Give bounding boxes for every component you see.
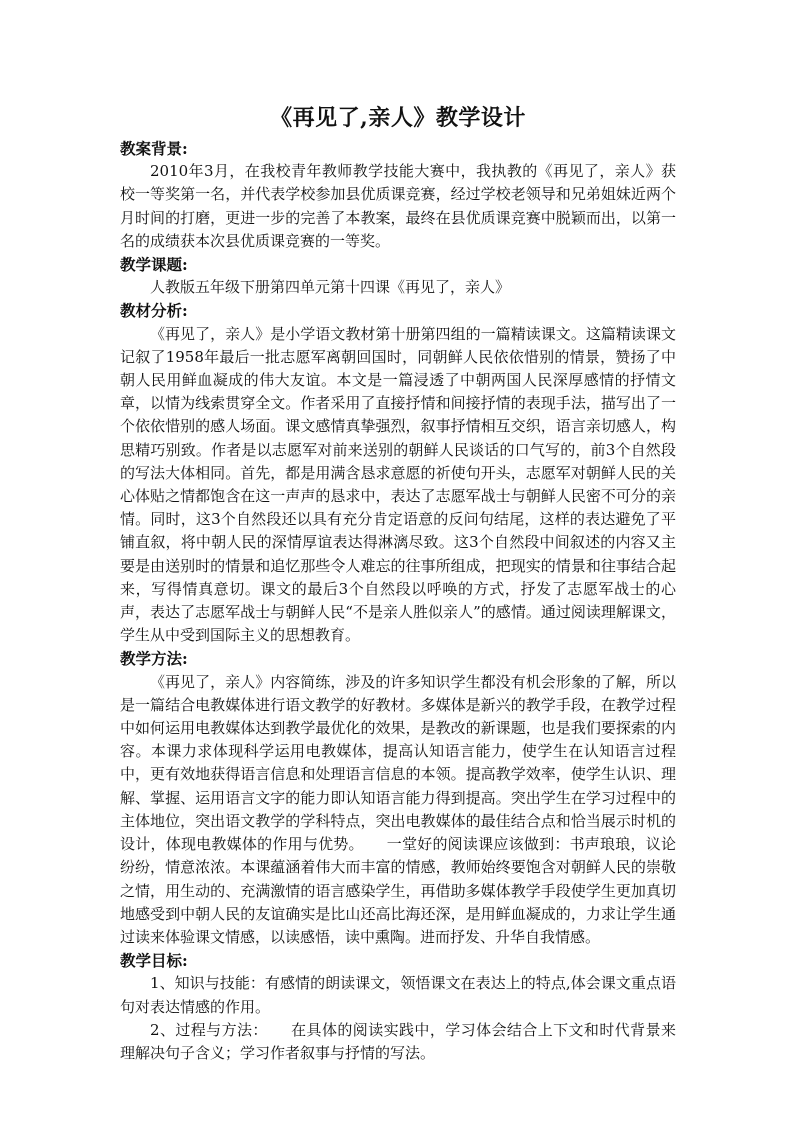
section-background bbox=[120, 137, 676, 253]
section-analysis bbox=[120, 299, 676, 647]
section-heading: 教学目标: bbox=[120, 951, 188, 971]
section-paragraph: 2010年3月，在我校青年教师教学技能大赛中，我执教的《再见了，亲人》获校一等奖第一名，并代表学校参加县优质课竞赛，经过学校老领导和兄弟姐妹近两个月时间的打磨，更进一步的完善了本教案，最终在县优质课竞赛中脱颖而出，以第一名的成绩获本次县优质课竞赛的一等奖。 bbox=[120, 162, 676, 250]
section-paragraph: 《再见了，亲人》是小学语文教材第十册第四组的一篇精读课文。这篇精读课文记叙了1958年最后一批志愿军离朝回国时，同朝鲜人民依依惜别的情景，赞扬了中朝人民用鲜血凝成的伟大友谊。本文是一篇浸透了中朝两国人民深厚感情的抒情文章，以情为线索贯穿全文。作者采用了直接抒情和间接抒情的表现手法，描写出了一个依依惜别的感人场面。课文感情真挚强烈，叙事抒情相互交织，语言亲切感人，构思精巧别致。作者是以志愿军对前来送别的朝鲜人民谈话的口气写的，前3个自然段的写法大体相同。首先，都是用满含恳求意愿的祈使句开头，志愿军对朝鲜人民的关心体贴之情都饱含在这一声声的恳求中，表达了志愿军战士与朝鲜人民密不可分的亲情。同时，这3个自然段还以具有充分肯定语意的反问句结尾，这样的表达避免了平铺直叙，将中朝人民的深情厚谊表达得淋漓尽致。这3个自然段中间叙述的内容又主要是由送别时的情景和追忆那些令人难忘的往事所组成，把现实的情景和往事结合起来，写得情真意切。课文的最后3个自然段以呼唤的方式，抒发了志愿军战士的心声，表达了志愿军战士与朝鲜人民“不是亲人胜似亲人”的感情。通过阅读理解课文，学生从中受到国际主义的思想教育。 bbox=[120, 324, 676, 645]
section-paragraph: 2、过程与方法： 在具体的阅读实践中，学习体会结合上下文和时代背景来理解决句子含义；学习作者叙事与抒情的写法。 bbox=[120, 1020, 676, 1062]
section-heading: 教学课题: bbox=[120, 255, 188, 275]
document-page bbox=[120, 101, 676, 1065]
section-heading: 教案背景: bbox=[120, 139, 188, 158]
section-paragraph: 人教版五年级下册第四单元第十四课《再见了，亲人》 bbox=[150, 278, 511, 297]
section-heading: 教材分析: bbox=[120, 301, 188, 321]
section-heading: 教学方法: bbox=[120, 649, 188, 669]
document-title: 《再见了,亲人》教学设计 bbox=[270, 105, 526, 131]
section-paragraph: 1、知识与技能：有感情的朗读课文，领悟课文在表达上的特点,体会课文重点语句对表达情感的作用。 bbox=[120, 974, 676, 1016]
section-goals bbox=[120, 949, 676, 1065]
section-method bbox=[120, 647, 676, 949]
section-paragraph: 《再见了，亲人》内容简练，涉及的许多知识学生都没有机会形象的了解，所以是一篇结合电教媒体进行语文教学的好教材。多媒体是新兴的教学手段，在教学过程中如何运用电教媒体达到教学最优化的效果，是教改的新课题，也是我们要探索的内容。本课力求体现科学运用电教媒体，提高认知语言能力，使学生在认知语言过程中，更有效地获得语言信息和处理语言信息的本领。提高教学效率，使学生认识、理解、掌握、运用语言文字的能力即认知语言能力得到提高。突出学生在学习过程中的主体地位，突出语文教学的学科特点，突出电教媒体的最佳结合点和恰当展示时机的设计，体现电教媒体的作用与优势。 一堂好的阅读课应该做到：书声琅琅，议论纷纷，情意浓浓。本课蕴涵着伟大而丰富的情感，教师始终要饱含对朝鲜人民的崇敬之情，用生动的、充满激情的语言感染学生，再借助多媒体教学手段使学生更加真切地感受到中朝人民的友谊确实是比山还高比海还深，是用鲜血凝成的，力求让学生通过读来体验课文情感，以读感悟，读中熏陶。进而抒发、升华自我情感。 bbox=[120, 672, 676, 946]
section-topic bbox=[120, 253, 676, 299]
